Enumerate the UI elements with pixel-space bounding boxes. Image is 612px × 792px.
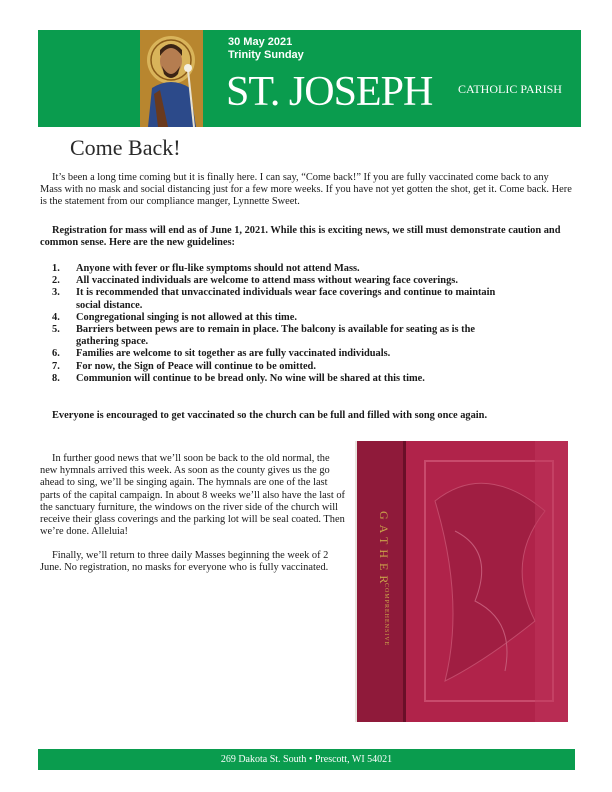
list-item: 8. Communion will continue to be bread only. No wine will be shared at this time. [52, 372, 425, 384]
list-item: 4. Congregational singing is not allowed at this time. [52, 311, 297, 323]
intro-paragraph: It’s been a long time coming but it is finally here. I can say, “Come back!” If you are fully vaccinated come back to any Mass with no mask and social distancing just for a few more weeks. If you have not yet gotten the shot, get it. Come back. Here is the statement from our compliance manger, Lynnette Sweet. [40, 172, 572, 208]
daily-masses-paragraph: Finally, we’ll return to three daily Masses beginning the week of 2 June. No registration, no masks for everyone who is fully vaccinated. [40, 550, 329, 574]
registration-paragraph: Registration for mass will end as of June 1, 2021. While this is exciting news, we still must demonstrate caution and common sense. Here are the new guidelines: [40, 225, 561, 249]
list-item: 6. Families are welcome to sit together as are fully vaccinated individuals. [52, 348, 391, 360]
issue-date: 30 May 2021 [228, 36, 293, 48]
hymnals-paragraph: In further good news that we’ll soon be back to the old normal, the new hymnals arrived this week. As soon as the county gives us the go ahead to sing, we’ll be singing again. The hymnals are one of the last parts of the capital campaign. In about 8 weeks we’ll also have the last of the sanctuary furniture, the windows on the river side of the church will receive their glass coverings and the parking lot will be seal coated. Then we’re done. Alleluia! [40, 453, 345, 538]
parish-name: ST. JOSEPH [226, 69, 433, 115]
hymnal-photo [355, 441, 568, 722]
issue-date-block [228, 36, 304, 62]
guidelines-list [52, 263, 572, 385]
masthead-banner [38, 30, 581, 127]
list-item: 1. Anyone with fever or flu-like symptoms should not attend Mass. [52, 263, 360, 274]
closing-paragraph: Everyone is encouraged to get vaccinated so the church can be full and filled with song once again. [52, 410, 488, 421]
list-item: 2. All vaccinated individuals are welcome to attend mass without wearing face coverings. [52, 275, 458, 287]
parish-address: 269 Dakota St. South • Prescott, WI 54021 [220, 754, 393, 765]
footer-address-bar [38, 749, 575, 770]
spine-title: GATHER [377, 511, 391, 589]
list-item: 5. Barriers between pews are to remain in place. The balcony is available for seating as is the gathering space. [52, 324, 475, 348]
article-title: Come Back! [70, 135, 181, 160]
list-item: 7. For now, the Sign of Peace will continue to be omitted. [52, 360, 316, 372]
feast-day: Trinity Sunday [228, 49, 304, 61]
spine-subtitle: COMPREHENSIVE [383, 583, 389, 647]
saint-joseph-portrait [140, 30, 203, 127]
parish-subtitle: CATHOLIC PARISH [458, 82, 562, 96]
list-item: 3. It is recommended that unvaccinated individuals wear face coverings and continue to maintain social distance. [52, 287, 496, 311]
